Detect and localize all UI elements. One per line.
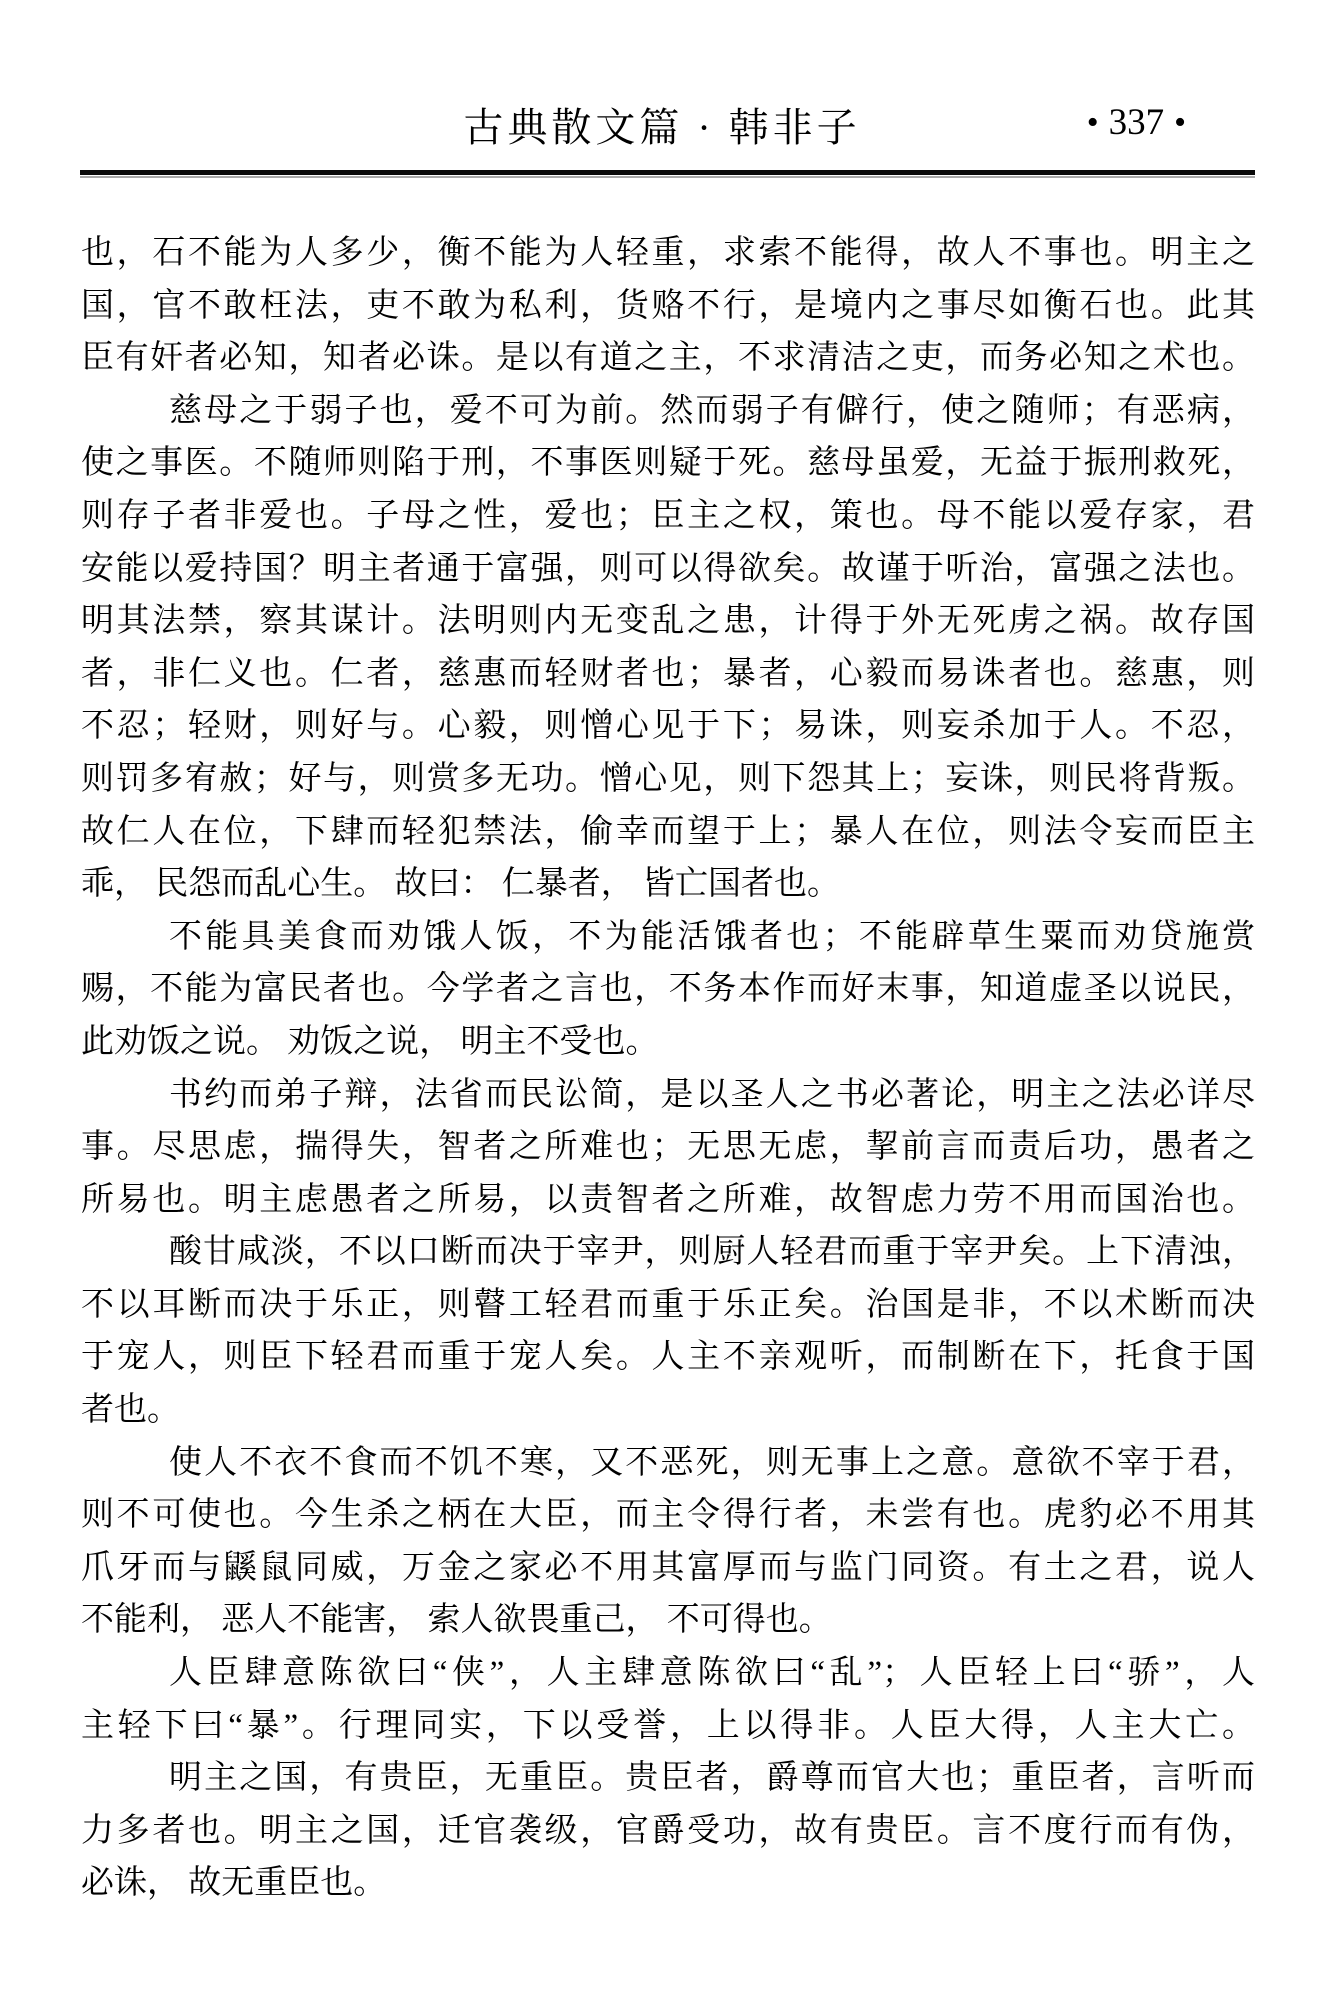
text-line: 则罚多宥赦；好与，则赏多无功。憎心见，则下怨其上；妄诛，则民将背叛。 [81, 760, 1255, 797]
header-rule-thick-line [80, 170, 1255, 175]
text-line: 安能以爱持国？明主者通于富强，则可以得欲矣。故谨于听治，富强之法也。 [81, 550, 1255, 587]
text-line: 不以耳断而决于乐正，则瞽工轻君而重于乐正矣。治国是非，不以术断而决 [81, 1286, 1255, 1323]
text-line: 也，石不能为人多少，衡不能为人轻重，求索不能得，故人不事也。明主之 [81, 235, 1255, 271]
text-line: 不忍；轻财，则好与。心毅，则憎心见于下；易诛，则妄杀加于人。不忍， [81, 708, 1255, 745]
paragraph [81, 1647, 1255, 1752]
running-head-title: 古典散文篇 · 韩非子 [463, 105, 861, 150]
header-rule [80, 170, 1255, 178]
text-line: 者也。 [81, 1392, 180, 1429]
text-line: 者，非仁义也。仁者，慈惠而轻财者也；暴者，心毅而易诛者也。慈惠，则 [81, 655, 1255, 692]
paragraph [81, 1437, 1255, 1647]
text-line: 明其法禁，察其谋计。法明则内无变乱之患，计得于外无死虏之祸。故存国 [81, 603, 1255, 640]
paragraph [81, 1226, 1255, 1436]
text-line: 所易也。明主虑愚者之所易，以责智者之所难，故智虑力劳不用而国治也。 [81, 1181, 1255, 1218]
text-line: 乖， 民怨而乱心生。 故曰： 仁暴者， 皆亡国者也。 [81, 866, 840, 903]
page-number-bullet-right: • [1174, 103, 1186, 141]
page-body [81, 178, 1255, 1910]
text-line: 不能利， 恶人不能害， 索人欲畏重己， 不可得也。 [81, 1602, 832, 1639]
paragraph [81, 227, 1255, 385]
text-line: 主轻下曰“暴”。行理同实，下以受誉，上以得非。人臣大得，人主大亡。 [81, 1707, 1255, 1744]
text-line: 则不可使也。今生杀之柄在大臣，而主令得行者，未尝有也。虎豹必不用其 [81, 1497, 1255, 1534]
text-line: 酸甘咸淡，不以口断而决于宰尹，则厨人轻君而重于宰尹矣。上下清浊， [169, 1234, 1255, 1271]
paragraph [81, 385, 1255, 911]
text-line: 不能具美食而劝饿人饭，不为能活饿者也；不能辟草生粟而劝贷施赏 [169, 918, 1255, 955]
text-line: 书约而弟子辩，法省而民讼简，是以圣人之书必著论，明主之法必详尽 [169, 1076, 1255, 1113]
text-line: 臣有奸者必知，知者必诛。是以有道之主，不求清洁之吏，而务必知之术也。 [81, 340, 1255, 377]
page-number [1077, 101, 1196, 144]
paragraph [81, 1752, 1255, 1910]
text-line: 必诛， 故无重臣也。 [81, 1865, 387, 1902]
text-line: 赐，不能为富民者也。今学者之言也，不务本作而好末事，知道虚圣以说民， [81, 971, 1255, 1008]
page-number-value: 337 [1108, 102, 1165, 143]
text-line: 此劝饭之说。 劝饭之说， 明主不受也。 [81, 1023, 659, 1060]
text-line: 力多者也。明主之国，迁官袭级，官爵受功，故有贵臣。言不度行而有伪， [81, 1812, 1255, 1849]
page-number-bullet-left: • [1086, 103, 1099, 141]
text-line: 使人不衣不食而不饥不寒，又不恶死，则无事上之意。意欲不宰于君， [169, 1444, 1255, 1481]
text-line: 使之事医。不随师则陷于刑，不事医则疑于死。慈母虽爱，无益于振刑救死， [81, 445, 1255, 482]
text-line: 则存子者非爱也。子母之性，爱也；臣主之权，策也。母不能以爱存家，君 [81, 497, 1255, 534]
text-line: 慈母之于弱子也，爱不可为前。然而弱子有僻行，使之随师；有恶病， [169, 392, 1255, 429]
text-line: 爪牙而与鼷鼠同威，万金之家必不用其富厚而与监门同资。有土之君，说人 [81, 1549, 1255, 1586]
paragraph [81, 1069, 1255, 1227]
text-line: 于宠人，则臣下轻君而重于宠人矣。人主不亲观听，而制断在下，托食于国 [81, 1339, 1255, 1376]
page-header [0, 0, 1324, 170]
text-line: 国，官不敢枉法，吏不敢为私利，货赂不行，是境内之事尽如衡石也。此其 [81, 287, 1255, 324]
text-line: 人臣肆意陈欲曰“侠”，人主肆意陈欲曰“乱”；人臣轻上曰“骄”，人 [169, 1655, 1255, 1692]
text-line: 故仁人在位，下肆而轻犯禁法，偷幸而望于上；暴人在位，则法令妄而臣主 [81, 813, 1255, 850]
text-line: 事。尽思虑，揣得失，智者之所难也；无思无虑，挈前言而责后功，愚者之 [81, 1129, 1255, 1166]
paragraph [81, 911, 1255, 1069]
text-line: 明主之国，有贵臣，无重臣。贵臣者，爵尊而官大也；重臣者，言听而 [169, 1760, 1255, 1797]
